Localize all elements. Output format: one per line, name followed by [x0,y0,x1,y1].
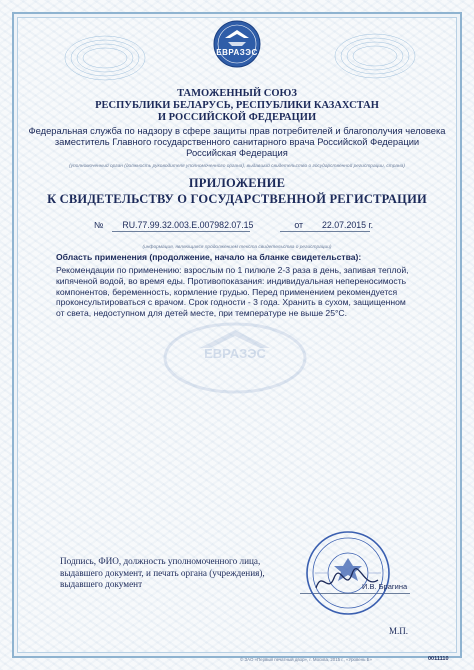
section-title: Область применения (продолжение, начало на бланке свидетельства): [56,252,362,262]
emblem-caption: ЕВРАЗЭС [216,48,258,57]
guilloche-pattern-left [60,28,150,88]
form-serial-number: 0011110 [428,656,449,662]
signature-label: Подпись, ФИО, должность уполномоченного лица, выдавшего документ, и печать органа (учреждения), выдавшего документ [60,556,265,589]
header-union: ТАМОЖЕННЫЙ СОЮЗ [177,88,297,99]
header-federation: И РОССИЙСКОЙ ФЕДЕРАЦИИ [157,112,317,123]
authority-caption: (уполномоченный орган (должность руководителя уполномоченного органа), выдавший свидетельство о государственной регистрации, страна) [69,164,405,169]
guilloche-pattern-right [330,26,420,86]
appendix-title: ПРИЛОЖЕНИЕ [188,176,286,190]
date-underline [280,231,370,232]
printer-imprint: © ЗАО «Первый печатный двор», г. Москва, 2015 г., «Уровень Б» [240,657,372,662]
stamp-place-label: М.П. [389,626,409,636]
watermark-text: ЕВРАЗЭС [204,346,266,361]
number-label: № [94,220,104,230]
authority-line-2: заместитель Главного государственного санитарного врача Российской Федерации [54,136,420,147]
appendix-subtitle: К СВИДЕТЕЛЬСТВУ О ГОСУДАРСТВЕННОЙ РЕГИСТРАЦИИ [47,192,427,206]
authority-line-3: Российская Федерация [186,147,288,158]
registration-number: RU.77.99.32.003.E.007982.07.15 [122,220,254,230]
header-republics: РЕСПУБЛИКИ БЕЛАРУСЬ, РЕСПУБЛИКИ КАЗАХСТАН [95,100,379,111]
info-caption: (информация, являющаяся продолжением текста свидетельства о регистрации) [142,245,332,250]
usage-paragraph: Рекомендации по применению: взрослым по 1 пилюле 2-3 раза в день, запивая теплой, кипяченой водой, во время еды. Противопоказания: индивидуальная непереносимость компонентов, беременность, кормление грудью. Перед применением рекомендуется проконсультироваться с врачом. Срок годности - 3 года. Хранить в сухом, защищенном от света, недоступном для детей месте, при температуре не выше 25°С. [56,265,409,319]
registration-date: 22.07.2015 г. [321,220,374,230]
eurasec-emblem-icon [212,20,262,68]
handwritten-signature-icon [312,566,382,596]
number-underline [112,231,250,232]
registration-number-row [94,220,373,230]
signer-name: И.В. Брагина [362,582,408,591]
date-label: от [294,220,304,230]
authority-line-1: Федеральная служба по надзору в сфере защиты прав потребителей и благополучия человека [28,125,446,136]
